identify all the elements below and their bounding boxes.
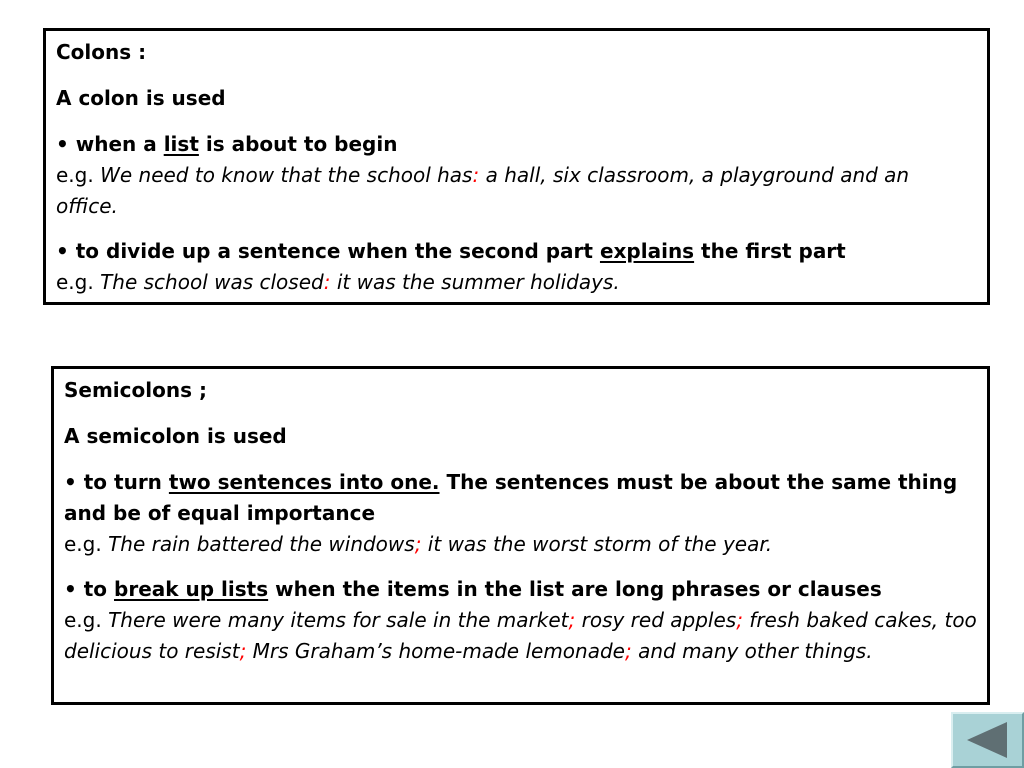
bullet: • xyxy=(64,470,84,494)
eg-label: e.g. xyxy=(56,270,101,294)
colons-rule-list xyxy=(56,129,977,222)
rule-text: to divide up a sentence when the second part xyxy=(75,239,600,263)
rule-text: The sentences must be about the same thing and be of equal importance xyxy=(64,470,958,525)
example-text: it was the worst storm of the year. xyxy=(421,532,773,556)
semicolons-title: Semicolons ; xyxy=(64,378,207,402)
rule-text: the first part xyxy=(694,239,846,263)
semicolon-mark: ; xyxy=(239,639,247,663)
rule-text: when the items in the list are long phrases or clauses xyxy=(268,577,882,601)
semicolon-mark: ; xyxy=(414,532,422,556)
eg-label: e.g. xyxy=(64,532,109,556)
bullet: • xyxy=(56,239,76,263)
example-text: Mrs Graham’s home-made lemonade xyxy=(246,639,625,663)
example-text: The school was closed xyxy=(100,270,324,294)
example-text: We need to know that the school has xyxy=(100,163,473,187)
semicolons-rule-join xyxy=(64,467,977,560)
rule-text: when a xyxy=(75,132,164,156)
bullet: • xyxy=(56,132,76,156)
example-text: rosy red apples xyxy=(575,608,737,632)
colons-panel xyxy=(43,28,990,305)
semicolon-mark: ; xyxy=(624,639,632,663)
colons-intro: A colon is used xyxy=(56,86,226,110)
example-text: and many other things. xyxy=(631,639,873,663)
example-text: The rain battered the windows xyxy=(108,532,415,556)
triangle-left-icon xyxy=(953,714,1022,766)
semicolon-mark: ; xyxy=(568,608,576,632)
example-text: There were many items for sale in the market xyxy=(108,608,569,632)
eg-label: e.g. xyxy=(56,163,101,187)
rule-keyword: break up lists xyxy=(114,577,269,601)
rule-text: is about to begin xyxy=(198,132,398,156)
semicolons-intro: A semicolon is used xyxy=(64,424,287,448)
semicolons-rule-lists xyxy=(64,574,977,667)
colon-mark: : xyxy=(472,163,480,187)
eg-label: e.g. xyxy=(64,608,109,632)
rule-keyword: two sentences into one. xyxy=(168,470,440,494)
bullet: • xyxy=(64,577,84,601)
rule-keyword: explains xyxy=(599,239,695,263)
semicolon-mark: ; xyxy=(736,608,743,632)
rule-keyword: list xyxy=(163,132,199,156)
back-button[interactable] xyxy=(951,712,1024,768)
semicolons-panel xyxy=(51,366,990,705)
example-text: fresh baked cakes, too delicious to resist xyxy=(64,608,977,663)
colon-mark: : xyxy=(323,270,331,294)
example-text: a hall, six classroom, a playground and an office. xyxy=(56,163,910,218)
example-text: it was the summer holidays. xyxy=(330,270,620,294)
colons-title: Colons : xyxy=(56,40,147,64)
colons-rule-explains xyxy=(56,236,977,298)
rule-text: to xyxy=(83,577,115,601)
rule-text: to turn xyxy=(83,470,169,494)
